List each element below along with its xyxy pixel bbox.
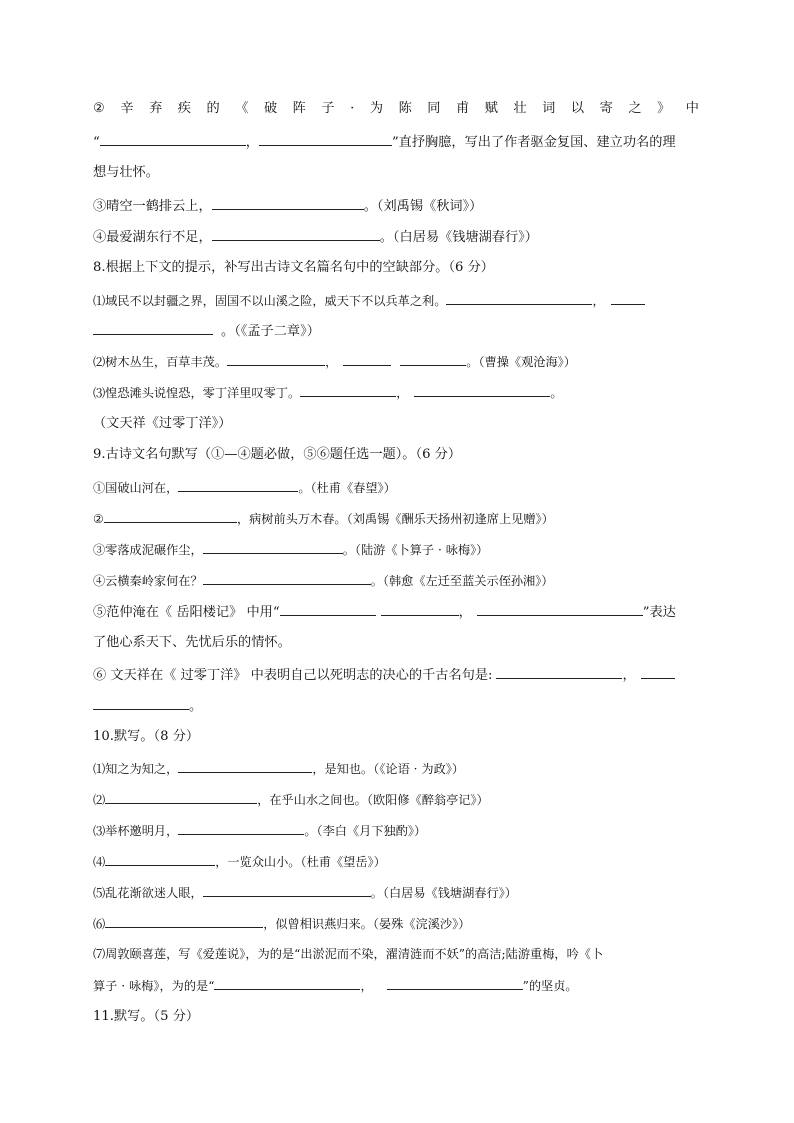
text: “ [93, 135, 100, 150]
char: 破 [263, 101, 278, 116]
answer-blank[interactable] [446, 290, 592, 305]
text: 。（刘禹锡《秋词》） [363, 199, 483, 214]
line-question [93, 820, 426, 841]
line-question [93, 695, 202, 717]
line-text [93, 633, 291, 653]
text: ⑴域民不以封疆之界，固国不以山溪之险，威天下不以兵革之利。 [93, 294, 447, 308]
line-question [93, 539, 488, 560]
answer-blank[interactable] [400, 351, 466, 366]
text: ，是知也。（《论语 · 为政》） [312, 762, 465, 776]
line-question [93, 913, 470, 934]
text: 。（李白《月下独酌》） [304, 824, 427, 838]
line-text [93, 414, 231, 434]
line-question [93, 601, 676, 623]
text: ， [325, 355, 338, 369]
answer-blank[interactable] [178, 477, 298, 492]
line-question [93, 477, 396, 498]
text: 。（白居易《钱塘湖春行》） [379, 230, 538, 245]
text: ② [93, 512, 104, 526]
question-10-title [93, 727, 199, 747]
char: 寄 [599, 101, 613, 116]
text: ⑵树木丛生，百草丰茂。 [93, 355, 228, 369]
char: 辛 [120, 101, 134, 116]
answer-blank[interactable] [105, 913, 263, 928]
answer-blank[interactable] [387, 975, 523, 990]
text: ④最爱湖东行不足， [93, 230, 212, 245]
line-question [93, 570, 554, 591]
char: 子 [321, 101, 335, 116]
answer-blank[interactable] [203, 539, 343, 554]
text: ， [592, 294, 605, 308]
line-text [93, 163, 159, 183]
text: 。（《孟子二章》） [221, 324, 320, 339]
line-question [93, 351, 576, 372]
char: 之 [628, 101, 642, 116]
char: · [350, 101, 355, 116]
question-11-title [93, 1007, 199, 1027]
line-poem-blanks [93, 131, 676, 153]
line-question [93, 664, 675, 686]
line-text [93, 944, 603, 964]
text: 10.默写。（8 分） [93, 729, 200, 744]
answer-blank[interactable] [178, 820, 304, 835]
text: 11.默写。（5 分） [93, 1009, 200, 1024]
char: 同 [427, 101, 441, 116]
char: 以 [570, 101, 585, 116]
char: 甫 [456, 101, 470, 116]
text: 。（白居易《钱塘湖春行》） [370, 886, 517, 900]
text: ③零落成泥碾作尘， [93, 543, 203, 557]
text: ⑸乱花渐欲迷人眼， [93, 886, 203, 900]
line-question [93, 226, 538, 248]
text: ， [458, 605, 472, 620]
text: ④云横秦岭家何在？ [93, 574, 203, 588]
answer-blank[interactable] [477, 601, 643, 616]
answer-blank[interactable] [105, 789, 257, 804]
answer-blank[interactable] [496, 664, 622, 679]
text: 算子 · 咏梅》，为的是“ [93, 979, 215, 993]
char: 赋 [484, 101, 498, 116]
text: ，似曾相识燕归来。（晏殊《浣溪沙》） [263, 917, 471, 931]
text: ”表达 [642, 605, 676, 620]
text: （文天祥《过零丁洋》） [93, 416, 232, 431]
answer-blank[interactable] [227, 351, 325, 366]
text: ③晴空一鹤排云上， [93, 199, 212, 214]
text: ， [360, 979, 373, 993]
char: 陈 [398, 101, 412, 116]
char: 弃 [149, 101, 163, 116]
text: 9.古诗文名句默写（①—④题必做，⑤⑥题任选一题）。（6 分） [93, 447, 462, 462]
text: ①国破山河在， [93, 481, 179, 495]
answer-blank[interactable] [178, 758, 312, 773]
text: 。（曹操《观沧海》） [466, 355, 576, 369]
line-question [93, 882, 517, 903]
text: ⑶惶恐滩头说惶恐，零丁洋里叹零丁。 [93, 386, 301, 400]
text: 。（杜甫《春望》） [298, 481, 396, 495]
text: ， [622, 668, 636, 683]
text: ”的坚贞。 [522, 979, 578, 993]
line-question [93, 382, 563, 403]
line-question [93, 789, 489, 810]
answer-blank[interactable] [93, 695, 189, 710]
line-question [93, 508, 554, 529]
answer-blank[interactable] [100, 131, 246, 146]
answer-blank[interactable] [93, 320, 213, 335]
line-question [93, 290, 645, 311]
answer-blank[interactable] [641, 664, 675, 679]
text: 。 [550, 386, 563, 400]
answer-blank[interactable] [414, 382, 550, 397]
question-8-title [93, 258, 494, 278]
answer-blank[interactable] [381, 601, 459, 616]
text: ⑵ [93, 793, 106, 807]
answer-blank[interactable] [203, 882, 371, 897]
char: ② [93, 101, 105, 116]
answer-blank[interactable] [300, 382, 396, 397]
text: ⑴知之为知之， [93, 762, 179, 776]
text: ， [245, 135, 259, 150]
answer-blank[interactable] [104, 508, 237, 523]
line-question [93, 758, 464, 779]
line-question [93, 195, 482, 217]
answer-blank[interactable] [280, 601, 376, 616]
text: ⑹ [93, 917, 106, 931]
line-question [93, 851, 386, 872]
line-question [93, 975, 578, 996]
char: 的 [206, 101, 220, 116]
char: 疾 [177, 101, 191, 116]
text: ，在乎山水之间也。（欧阳修《醉翁亭记》） [257, 793, 489, 807]
answer-blank[interactable] [214, 975, 360, 990]
answer-blank[interactable] [259, 131, 392, 146]
text: 。（韩愈《左迁至蓝关示侄孙湘》） [370, 574, 554, 588]
text: 8.根据上下文的提示，补写出古诗文名篇名句中的空缺部分。（6 分） [93, 260, 494, 275]
line-poem-intro [93, 99, 699, 119]
text: 。 [189, 699, 203, 714]
text: ，病树前头万木春。（刘禹锡《酬乐天扬州初逢席上见赠》） [236, 512, 554, 526]
text: ”直抒胸臆，写出了作者驱金复国、建立功名的理 [391, 135, 676, 150]
char: 为 [369, 101, 384, 116]
text: 。（陆游《卜算子 · 咏梅》） [342, 543, 489, 557]
text: ⑥ 文天祥在《 过零丁洋》 中表明自己以死明志的决心的千古名句是: [93, 668, 493, 683]
char: 阵 [292, 101, 306, 116]
char: 》 [657, 101, 671, 116]
question-9-title [93, 445, 461, 465]
answer-blank[interactable] [105, 851, 215, 866]
text: ， [396, 386, 409, 400]
answer-blank[interactable] [212, 226, 380, 241]
char: 壮 [513, 101, 527, 116]
text: ⑺周敦颐喜莲，写《爱莲说》，为的是“出淤泥而不染，濯清涟而不妖”的高洁;陆游重梅，吟《卜 [93, 947, 604, 961]
text: ⑷ [93, 855, 106, 869]
line-question [93, 320, 320, 342]
text: ⑤范仲淹在《 岳阳楼记》 中用“ [93, 605, 280, 620]
char: 中 [685, 101, 699, 116]
answer-blank[interactable] [203, 570, 371, 585]
text: ⑶举杯邀明月， [93, 824, 179, 838]
answer-blank[interactable] [343, 351, 391, 366]
char: 《 [235, 101, 249, 116]
answer-blank[interactable] [611, 290, 645, 305]
text: ，一览众山小。（杜甫《望岳》） [215, 855, 386, 869]
text: 了他心系天下、先忧后乐的情怀。 [93, 635, 291, 650]
char: 词 [542, 101, 556, 116]
answer-blank[interactable] [212, 195, 364, 210]
text: 想与壮怀。 [93, 165, 159, 180]
